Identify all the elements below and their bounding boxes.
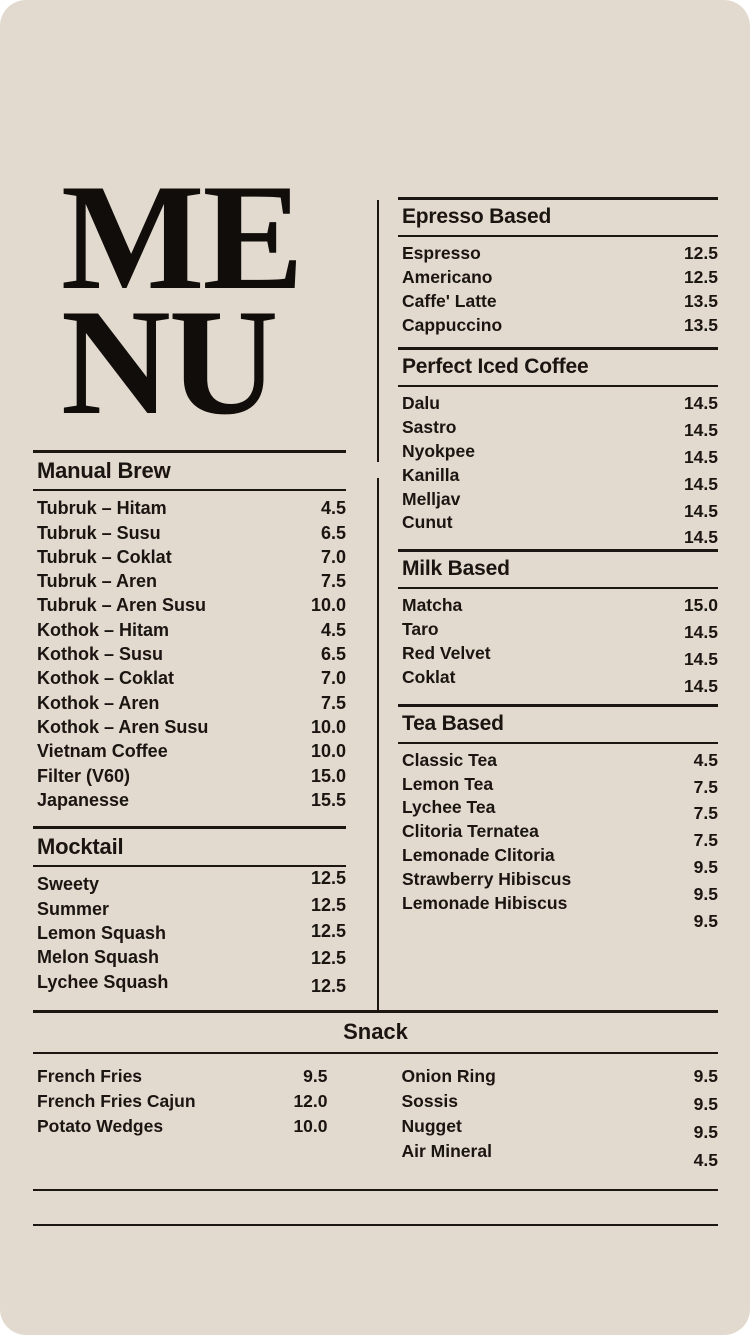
item-price: 12.5: [310, 975, 346, 996]
item-name: Dalu: [402, 393, 440, 414]
menu-item-row: [33, 691, 346, 715]
menu-item-row: [33, 921, 346, 945]
footer-rule-1: [33, 1189, 718, 1191]
item-price: 14.5: [683, 447, 718, 468]
item-price: 14.5: [683, 675, 718, 696]
menu-item-row: [33, 496, 346, 520]
menu-item-row: [33, 666, 346, 690]
item-name: Classic Tea: [402, 749, 498, 770]
item-name: Kothok – Hitam: [37, 619, 170, 640]
item-price: 4.5: [693, 749, 718, 770]
item-price: 14.5: [683, 420, 718, 441]
item-name: Nyokpee: [402, 441, 475, 462]
menu-item-row: [398, 594, 718, 618]
menu-item-row: [398, 820, 718, 851]
item-name: French Fries: [37, 1066, 143, 1086]
item-name: Espresso: [402, 243, 481, 264]
menu-item-row: [398, 416, 718, 440]
item-name: Kothok – Aren: [37, 692, 160, 713]
item-name: Potato Wedges: [37, 1115, 164, 1136]
menu-item-row: [398, 290, 718, 314]
item-price: 15.0: [683, 595, 718, 616]
menu-item-row: [33, 1114, 376, 1139]
item-name: Coklat: [402, 666, 456, 687]
menu-item-row: [398, 618, 718, 642]
snack-columns: [33, 1054, 718, 1170]
section-title-perfect-iced-coffee: Perfect Iced Coffee: [402, 355, 589, 379]
item-price: 9.5: [693, 883, 718, 904]
menu-item-row: [398, 796, 718, 824]
item-price: 12.0: [293, 1090, 328, 1111]
item-name: Caffe' Latte: [402, 290, 497, 311]
section-title-snack: Snack: [343, 1019, 408, 1044]
item-name: Taro: [402, 619, 439, 640]
menu-item-row: [33, 569, 346, 593]
menu-item-row: [398, 488, 718, 521]
menu-item-row: [33, 764, 346, 788]
item-price: 6.5: [320, 644, 346, 665]
menu-item-row: [33, 894, 346, 921]
footer-rule-2: [33, 1224, 718, 1226]
menu-item-row: [398, 1064, 719, 1089]
item-list-perfect-iced-coffee: [398, 387, 718, 549]
item-price: 14.5: [683, 648, 718, 669]
item-price: 9.5: [693, 856, 718, 877]
menu-item-row: [398, 440, 718, 468]
item-name: Clitoria Ternatea: [402, 821, 539, 842]
left-column: [33, 450, 346, 994]
right-column: [398, 197, 718, 931]
column-divider-top: [377, 200, 379, 462]
menu-item-row: [398, 392, 718, 416]
item-price: 9.5: [303, 1066, 328, 1086]
item-name: Lemonade Hibiscus: [402, 892, 568, 913]
item-name: Kothok – Coklat: [37, 668, 175, 689]
menu-item-row: [33, 593, 346, 617]
item-price: 13.5: [683, 314, 718, 335]
menu-item-row: [33, 868, 346, 896]
menu-item-row: [398, 1114, 719, 1142]
menu-item-row: [398, 266, 718, 290]
item-name: Red Velvet: [402, 642, 491, 663]
menu-item-row: [33, 739, 346, 763]
section-snack: [33, 1010, 718, 1170]
menu-item-row: [33, 618, 346, 642]
menu-item-row: [33, 1089, 376, 1114]
menu-item-row: [398, 1089, 719, 1114]
item-name: Lychee Tea: [402, 797, 496, 818]
item-list-manual-brew: [33, 491, 346, 812]
menu-item-row: [33, 642, 346, 666]
item-price: 14.5: [683, 527, 718, 548]
item-price: 7.5: [693, 776, 718, 797]
item-name: Japanesse: [37, 789, 130, 810]
section-perfect-iced-coffee: [398, 347, 718, 549]
item-name: Tubruk – Aren: [37, 571, 158, 592]
menu-item-row: [398, 892, 718, 931]
column-divider-bottom: [377, 478, 379, 1012]
item-name: Kanilla: [402, 464, 460, 485]
item-name: Air Mineral: [401, 1140, 492, 1161]
menu-item-row: [398, 642, 718, 669]
menu-item-row: [398, 1139, 719, 1170]
menu-item-row: [398, 844, 718, 877]
menu-item-row: [33, 545, 346, 569]
item-list-milk-based: [398, 589, 718, 703]
item-name: Sossis: [401, 1090, 458, 1111]
menu-item-row: [33, 715, 346, 739]
snack-column-right: [376, 1064, 719, 1170]
item-price: 15.5: [310, 789, 346, 810]
section-milk-based: [398, 549, 718, 703]
item-price: 7.5: [320, 692, 346, 713]
menu-item-row: [398, 666, 718, 696]
item-price: 12.5: [310, 921, 346, 942]
item-name: Sastro: [402, 417, 457, 438]
menu-masthead: [33, 153, 345, 452]
section-mocktail: [33, 826, 346, 994]
item-price: 13.5: [683, 290, 718, 311]
item-name: Sweety: [37, 874, 100, 895]
section-espresso-based: [398, 197, 718, 347]
item-price: 14.5: [683, 622, 718, 643]
item-name: Onion Ring: [401, 1066, 496, 1086]
menu-item-row: [398, 464, 718, 494]
item-price: 9.5: [693, 1121, 718, 1142]
item-price: 12.5: [310, 894, 346, 915]
item-price: 7.0: [320, 668, 346, 689]
item-price: 10.0: [310, 716, 346, 737]
menu-item-row: [398, 511, 718, 548]
item-list-espresso-based: [398, 237, 718, 347]
item-price: 10.0: [310, 741, 346, 762]
item-price: 9.5: [693, 910, 718, 931]
item-name: Melljav: [402, 488, 461, 509]
masthead-line-1: ME: [61, 153, 302, 321]
item-price: 9.5: [693, 1066, 718, 1086]
section-title-espresso-based: Epresso Based: [402, 205, 552, 228]
item-name: Vietnam Coffee: [37, 741, 168, 762]
item-name: Filter (V60): [37, 765, 131, 786]
section-tea-based: [398, 704, 718, 931]
item-price: 7.5: [320, 571, 346, 592]
section-title-manual-brew: Manual Brew: [37, 458, 171, 483]
menu-item-row: [33, 788, 346, 812]
item-list-tea-based: [398, 744, 718, 931]
menu-item-row: [33, 945, 346, 969]
item-price: 12.5: [683, 243, 718, 264]
menu-item-row: [398, 749, 718, 773]
item-name: Matcha: [402, 595, 463, 616]
section-manual-brew: [33, 450, 346, 812]
item-name: Tubruk – Aren Susu: [37, 595, 207, 616]
item-price: 7.5: [693, 803, 718, 824]
item-name: Cappuccino: [402, 314, 503, 335]
item-price: 15.0: [310, 765, 346, 786]
masthead-line-2: NU: [61, 277, 277, 446]
snack-column-left: [33, 1064, 376, 1163]
item-price: 10.0: [310, 595, 346, 616]
item-price: 7.0: [320, 546, 346, 567]
item-name: Strawberry Hibiscus: [402, 868, 572, 889]
item-price: 14.5: [683, 473, 718, 494]
item-name: Lemon Tea: [402, 773, 494, 794]
menu-item-row: [33, 970, 346, 994]
item-name: Summer: [37, 898, 110, 919]
item-name: French Fries Cajun: [37, 1090, 196, 1111]
item-price: 9.5: [693, 1093, 718, 1114]
section-title-milk-based: Milk Based: [402, 557, 510, 581]
item-price: 14.5: [683, 500, 718, 521]
item-name: Tubruk – Coklat: [37, 546, 172, 567]
item-price: 7.5: [693, 830, 718, 851]
item-price: 4.5: [693, 1149, 718, 1170]
menu-item-row: [398, 773, 718, 797]
item-price: 12.5: [683, 266, 718, 287]
item-list-mocktail: [33, 867, 346, 996]
menu-item-row: [33, 521, 346, 545]
menu-item-row: [398, 314, 718, 338]
item-price: 10.0: [293, 1115, 328, 1136]
item-name: Tubruk – Susu: [37, 522, 161, 543]
item-name: Cunut: [402, 512, 453, 533]
item-name: Kothok – Aren Susu: [37, 716, 209, 737]
item-price: 12.5: [310, 868, 346, 889]
section-title-tea-based: Tea Based: [402, 711, 504, 735]
item-name: Tubruk – Hitam: [37, 498, 167, 519]
menu-item-row: [33, 1064, 376, 1089]
item-price: 4.5: [320, 498, 346, 519]
item-name: Lemon Squash: [37, 923, 167, 944]
item-price: 6.5: [320, 522, 346, 543]
item-price: 12.5: [310, 948, 346, 969]
item-name: Melon Squash: [37, 947, 160, 968]
item-price: 4.5: [320, 619, 346, 640]
menu-item-row: [398, 242, 718, 266]
item-name: Lychee Squash: [37, 971, 169, 992]
section-title-mocktail: Mocktail: [37, 834, 124, 860]
item-price: 14.5: [683, 393, 718, 414]
item-name: Nugget: [401, 1115, 462, 1136]
item-name: Kothok – Susu: [37, 644, 164, 665]
item-name: Lemonade Clitoria: [402, 844, 555, 865]
item-name: Americano: [402, 266, 493, 287]
